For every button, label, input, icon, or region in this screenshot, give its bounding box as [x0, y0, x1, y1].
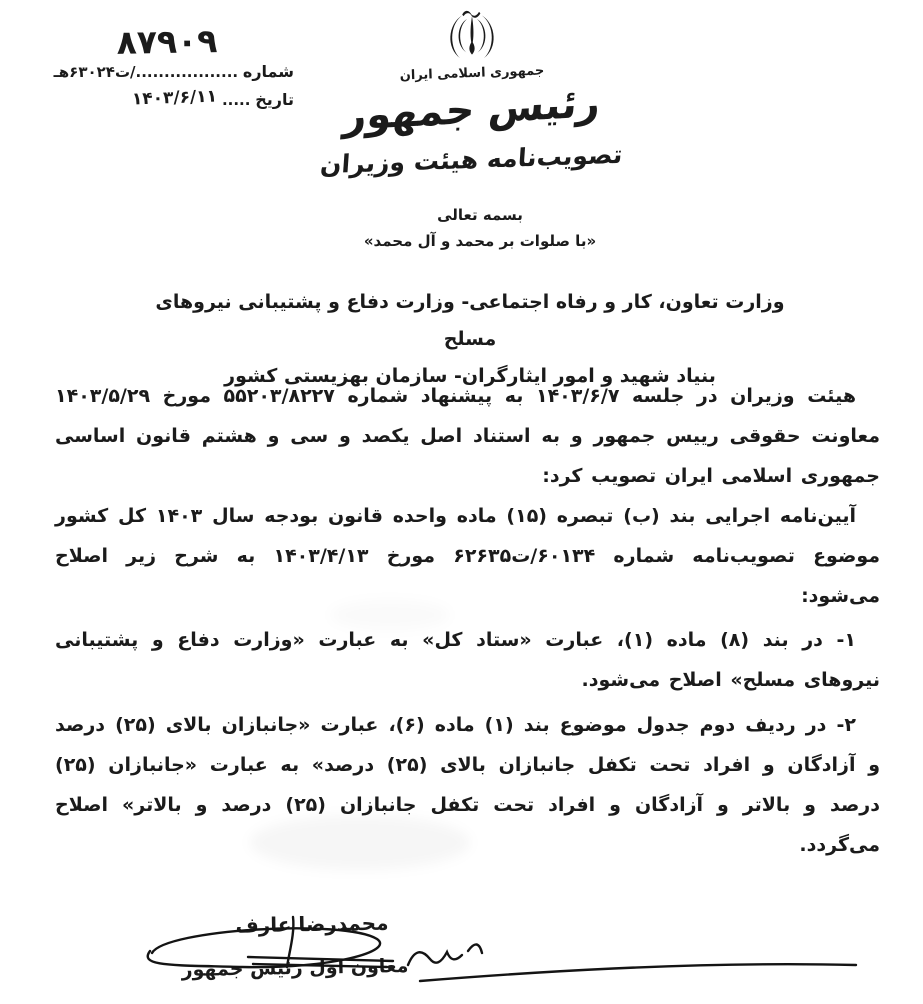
subject-paragraph: آیین‌نامه اجرایی بند (ب) تبصره (۱۵) ماده واحده قانون بودجه سال ۱۴۰۳ کل کشور موضوع تصویب‌نامه شماره ۶۰۱۳۴/ت۶۲۶۳۵ مورخ ۱۴۰۳/۴/۱۳ به شرح زیر اصلاح می‌شود:: [55, 505, 880, 607]
handwritten-date: ۱۴۰۳/۶/۱۱: [131, 86, 218, 110]
letterhead: [319, 6, 624, 180]
date-label: تاریخ: [255, 90, 294, 109]
number-label: شماره: [242, 62, 294, 81]
country-name: جمهوری اسلامی ایران: [399, 63, 545, 84]
decree-number-row: [54, 62, 294, 81]
iran-emblem-icon: [437, 6, 507, 64]
salavat-line: «با صلوات بر محمد و آل محمد»: [363, 232, 597, 250]
signer-title: معاون اول رئیس جمهور: [181, 955, 409, 981]
doc-type-calligraphy: تصویب‌نامه هیئت وزیران: [319, 139, 624, 180]
amendment-item-2: ۲- در ردیف دوم جدول موضوع بند (۱) ماده (۶)، عبارت «جانبازان بالای (۲۵) درصد و آزادگان و افراد تحت تکفل جانبازان بالای (۲۵) درصد» به عبارت «جانبازان (۲۵) درصد و بالاتر و آزادگان و افراد تحت تکفل جانبازان (۲۵) درصد و بالاتر» اصلاح می‌گردد.: [55, 714, 881, 856]
signer-name: محمدرضا عارف: [235, 910, 389, 938]
date-dotted-line: .....: [221, 91, 251, 109]
decree-date-row: [131, 86, 294, 110]
photocopy-smudge: [330, 600, 450, 630]
number-suffix: /ت۶۳۰۲۴هـ: [53, 63, 136, 81]
number-dotted-line: ..................: [135, 63, 239, 81]
intro-paragraph: هیئت وزیران در جلسه ۱۴۰۳/۶/۷ به پیشنهاد شماره ۵۵۲۰۳/۸۲۲۷ مورخ ۱۴۰۳/۵/۲۹ معاونت حقوقی رییس جمهور و به استناد اصل یکصد و سی و هشتم قانون اساسی جمهوری اسلامی ایران تصویب کرد:: [55, 385, 880, 487]
handwritten-signature: [90, 895, 880, 1003]
office-calligraphy: رئیس جمهور: [341, 80, 603, 140]
recipient-line-1: وزارت تعاون، کار و رفاه اجتماعی- وزارت دفاع و پشتیبانی نیروهای مسلح: [155, 291, 785, 350]
besmeleh-line: بسمه تعالی: [437, 206, 523, 224]
invocation-block: [330, 203, 630, 255]
amendment-item-1: ۱- در بند (۸) ماده (۱)، عبارت «ستاد کل» به عبارت «وزارت دفاع و پشتیبانی نیروهای مسلح» اصلاح می‌شود.: [55, 629, 880, 691]
photocopy-smudge: [250, 815, 470, 870]
handwritten-decree-number: ۸۷۹۰۹: [116, 21, 218, 62]
recipient-line-2: بنیاد شهید و امور ایثارگران- سازمان بهزیستی کشور: [224, 365, 716, 387]
decree-body: [55, 376, 880, 865]
